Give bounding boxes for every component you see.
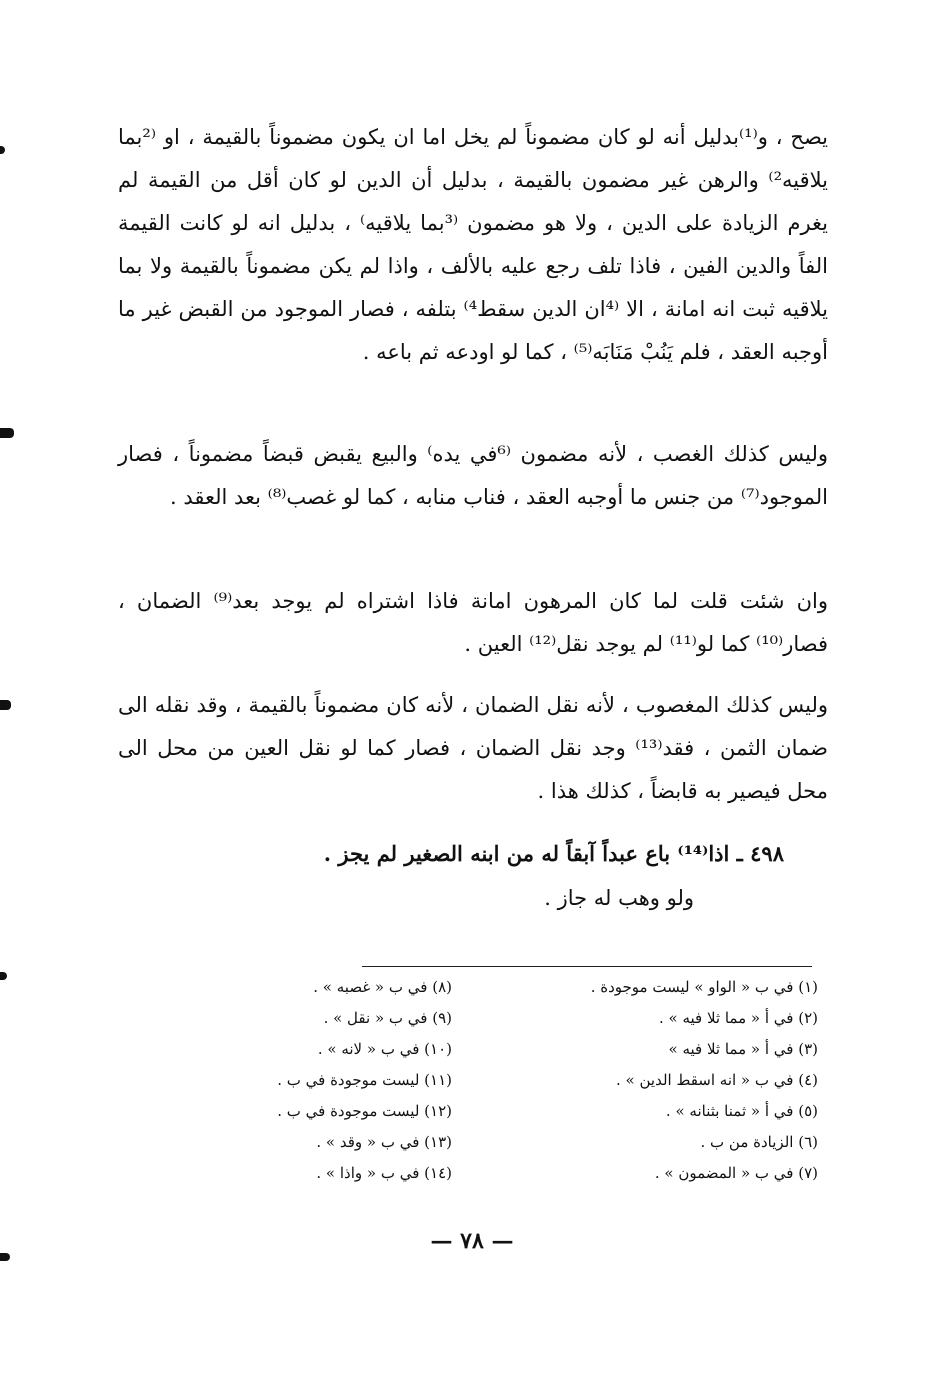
main-text [118, 116, 828, 813]
footnote: (٦) الزيادة من ب . [700, 1133, 818, 1151]
footnote: (١٤) في ب « واذا » . [316, 1164, 452, 1182]
footnote-divider [362, 966, 812, 967]
scan-edge-mark [0, 972, 7, 980]
scan-edge-mark [0, 428, 14, 438]
paragraph: وان شئت قلت لما كان المرهون امانة فاذا اشتراه لم يوجد بعد⁽⁹⁾ الضمان ، فصار⁽¹⁰⁾ كما لو⁽¹¹⁾ لم يوجد نقل⁽¹²⁾ العين . [118, 589, 828, 656]
section-heading-line: ٤٩٨ ـ اذا⁽¹⁴⁾ باع عبداً آبقاً له من ابنه الصغير لم يجز . [323, 841, 784, 866]
footnote: (١٠) في ب « لانه » . [317, 1040, 452, 1058]
footnote: (٢) في أ « مما ثلا فيه » . [658, 1009, 818, 1027]
page-number: — ٧٨ — [430, 1228, 514, 1254]
scan-edge-mark [0, 700, 11, 710]
footnote: (٣) في أ « مما ثلا فيه » [668, 1040, 818, 1058]
scan-edge-mark [0, 146, 5, 154]
section-text-line: ولو وهب له جاز . [544, 886, 694, 910]
footnotes-left-column [222, 972, 452, 1189]
footnote: (١٣) في ب « وقد » . [316, 1133, 452, 1151]
footnote: (٤) في ب « انه اسقط الدين » . [616, 1071, 818, 1089]
footnote: (٥) في أ « ثمنا بثنانه » . [665, 1102, 818, 1120]
scan-edge-mark [0, 1253, 10, 1261]
footnotes-right-column [518, 972, 818, 1189]
footnote: (١٢) ليست موجودة في ب . [277, 1102, 452, 1120]
footnote: (١) في ب « الواو » ليست موجودة . [590, 978, 818, 996]
footnote: (٨) في ب « غصبه » . [313, 978, 452, 996]
paragraph: وليس كذلك المغصوب ، لأنه نقل الضمان ، لأنه كان مضموناً بالقيمة ، وقد نقله الى ضمان الثمن ، فقد⁽¹³⁾ وجد نقل الضمان ، فصار كما لو نقل العين من محل الى محل فيصير به قابضاً ، كذلك هذا . [118, 693, 828, 803]
section-498 [224, 832, 784, 920]
paragraph: وليس كذلك الغصب ، لأنه مضمون ⁽⁶في يده⁾ والبيع يقبض قبضاً مضموناً ، فصار الموجود⁽⁷⁾ من جنس ما أوجبه العقد ، فناب منابه ، كما لو غصب⁽⁸⁾ بعد العقد . [118, 442, 828, 509]
footnote: (٩) في ب « نقل » . [323, 1009, 452, 1027]
footnote: (١١) ليست موجودة في ب . [277, 1071, 452, 1089]
footnote: (٧) في ب « المضمون » . [654, 1164, 818, 1182]
paragraph: يصح ، و⁽¹⁾بدليل أنه لو كان مضموناً لم يخل اما ان يكون مضموناً بالقيمة ، او ⁽²بما يلاقيه²⁾ والرهن غير مضمون بالقيمة ، بدليل أن الدين لو كان أقل من القيمة لم يغرم الزيادة على الدين ، ولا هو مضمون ⁽³بما يلاقيه⁾ ، بدليل انه لو كانت القيمة الفاً والدين الفين ، فاذا تلف رجع عليه بالألف ، واذا لم يكن مضموناً بالقيمة ولا بما يلاقيه ثبت انه امانة ، الا ⁽⁴ان الدين سقط⁴⁾ بتلفه ، فصار الموجود من القبض غير ما أوجبه العقد ، فلم يَنُبْ مَنَابَه⁽⁵⁾ ، كما لو اودعه ثم باعه . [118, 125, 829, 364]
